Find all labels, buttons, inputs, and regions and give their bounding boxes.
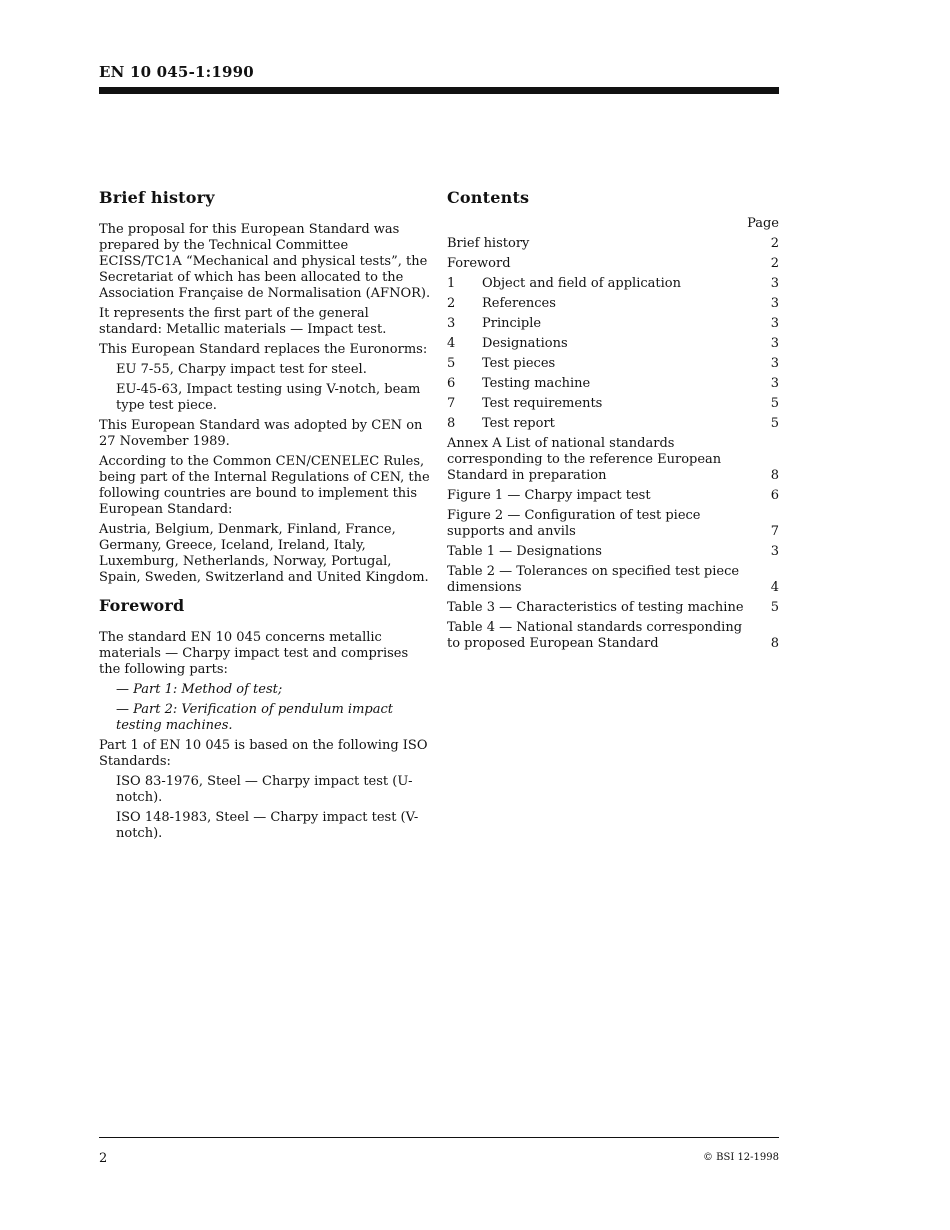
toc-entry-page: 6: [770, 488, 779, 503]
toc-entry-page: 8: [770, 468, 779, 483]
toc-entry: [447, 276, 779, 292]
toc-entry: [447, 620, 779, 652]
brief-history-paragraph-4: This European Standard was adopted by CEN on 27 November 1989.: [99, 418, 423, 449]
brief-history-heading: Brief history: [99, 188, 215, 207]
toc-entry-page: 5: [770, 396, 779, 411]
contents-heading: Contents: [447, 188, 530, 207]
toc-page-label: Page: [747, 216, 779, 231]
toc-entry: [447, 236, 779, 252]
toc-entry-title: Annex A List of national standards corresponding to the reference European Standard in preparation: [447, 436, 722, 483]
toc-entry-title: Figure 1 — Charpy impact test: [447, 488, 651, 503]
toc-entry-page: 5: [770, 600, 779, 615]
toc-entry-title: Figure 2 — Configuration of test piece supports and anvils: [447, 508, 701, 539]
toc-entry-title: Brief history: [447, 236, 530, 251]
toc-entry-page: 2: [770, 236, 779, 251]
toc-entry: [447, 336, 779, 352]
brief-history-paragraph-1: The proposal for this European Standard was prepared by the Technical Committee ECISS/TC1A “Mechanical and physical tests”, the Secretariat of which has been allocated to the Association Française de Normalisation (AFNOR).: [99, 222, 431, 301]
toc-entry-page: 3: [770, 356, 779, 371]
toc-entry-page: 3: [770, 544, 779, 559]
toc-entry-title: Test pieces: [482, 356, 556, 371]
toc-entry-title: Table 4 — National standards corresponding to proposed European Standard: [447, 620, 743, 651]
toc-entry-title: Table 3 — Characteristics of testing machine: [447, 600, 744, 615]
document-id-header: EN 10 045-1:1990: [99, 63, 254, 81]
toc-entry-title: Object and field of application: [482, 276, 681, 291]
toc-entry-title: Table 2 — Tolerances on specified test piece dimensions: [447, 564, 740, 595]
foreword-paragraph-1: The standard EN 10 045 concerns metallic materials — Charpy impact test and comprises the following parts:: [99, 630, 409, 677]
toc-entry-number: 5: [447, 356, 456, 371]
toc-entry-title: Principle: [482, 316, 542, 331]
toc-entry-title: Designations: [482, 336, 568, 351]
toc-entry-title: Test requirements: [482, 396, 603, 411]
toc-entry-number: 6: [447, 376, 456, 391]
toc-entry-number: 1: [447, 276, 456, 291]
toc-entry-title: Test report: [482, 416, 555, 431]
toc-entry-page: 3: [770, 296, 779, 311]
iso-standard-item: ISO 83-1976, Steel — Charpy impact test (U-notch).: [116, 774, 413, 805]
toc-entry-title: Foreword: [447, 256, 511, 271]
toc-entry-number: 7: [447, 396, 456, 411]
brief-history-paragraph-3: This European Standard replaces the Euronorms:: [99, 342, 428, 357]
toc-entry-page: 2: [770, 256, 779, 271]
toc-entry-page: 3: [770, 376, 779, 391]
toc-entry: [447, 256, 779, 272]
toc-entry: [447, 416, 779, 432]
left-column: [99, 188, 431, 846]
toc-entry-page: 3: [770, 336, 779, 351]
part-item: — Part 2: Verification of pendulum impact testing machines.: [116, 702, 393, 733]
part-item: — Part 1: Method of test;: [116, 682, 283, 697]
toc-entry: [447, 600, 779, 616]
toc-entry-number: 8: [447, 416, 456, 431]
toc-entry: [447, 544, 779, 560]
toc-entry-page: 3: [770, 316, 779, 331]
brief-history-paragraph-5: According to the Common CEN/CENELEC Rules, being part of the Internal Regulations of CEN, the following countries are bound to implement this European Standard:: [99, 454, 430, 517]
toc-entry: [447, 564, 779, 596]
header-rule: [99, 87, 779, 92]
toc-entry: [447, 436, 779, 484]
toc-entry-number: 2: [447, 296, 456, 311]
toc-entry: [447, 488, 779, 504]
brief-history-paragraph-2: It represents the first part of the general standard: Metallic materials — Impact test.: [99, 306, 387, 337]
toc-entry-title: Testing machine: [482, 376, 591, 391]
toc-entry-title: References: [482, 296, 556, 311]
toc-entry-title: Table 1 — Designations: [447, 544, 602, 559]
toc-entry-number: 3: [447, 316, 456, 331]
toc-entry-page: 4: [770, 580, 779, 595]
copyright-notice: © BSI 12-1998: [702, 1152, 779, 1163]
euronorm-item: EU 7-55, Charpy impact test for steel.: [116, 362, 367, 377]
right-column: [447, 188, 779, 656]
toc-entry: [447, 396, 779, 412]
toc-entry-number: 4: [447, 336, 456, 351]
euronorm-item: EU-45-63, Impact testing using V-notch, beam type test piece.: [116, 382, 421, 413]
toc-entry: [447, 508, 779, 540]
toc-entry-page: 3: [770, 276, 779, 291]
country-list: Austria, Belgium, Denmark, Finland, France, Germany, Greece, Iceland, Ireland, Italy, Luxemburg, Netherlands, Norway, Portugal, Spain, Sweden, Switzerland and United Kingdom.: [99, 522, 429, 585]
page-number: 2: [99, 1151, 108, 1166]
toc-entry-page: 5: [770, 416, 779, 431]
toc-entry: [447, 356, 779, 372]
toc-entry-page: 8: [770, 636, 779, 651]
toc-entry: [447, 376, 779, 392]
toc-entry: [447, 296, 779, 312]
toc-entry-page: 7: [770, 524, 779, 539]
table-of-contents: [447, 236, 779, 652]
iso-standard-item: ISO 148-1983, Steel — Charpy impact test (V-notch).: [116, 810, 419, 841]
footer-rule: [99, 1137, 779, 1138]
foreword-heading: Foreword: [99, 596, 185, 615]
toc-entry: [447, 316, 779, 332]
foreword-paragraph-2: Part 1 of EN 10 045 is based on the following ISO Standards:: [99, 738, 428, 769]
